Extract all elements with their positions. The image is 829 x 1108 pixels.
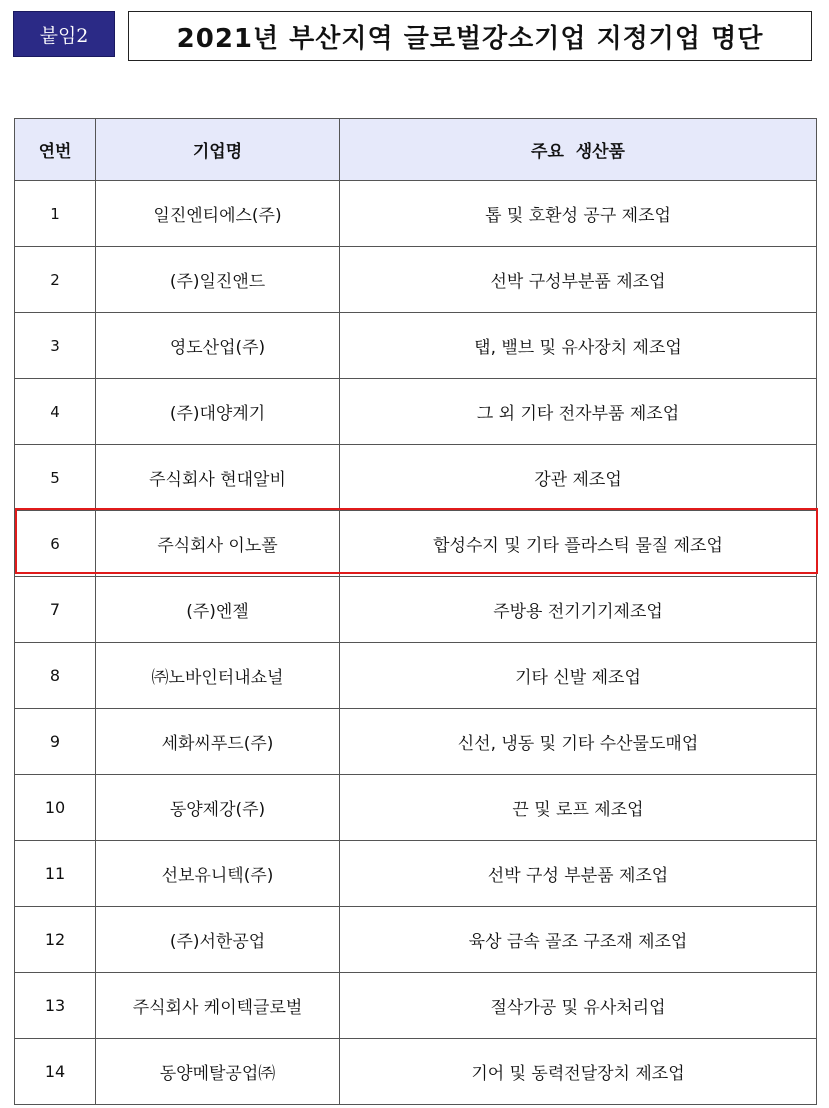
main-product: 톱 및 호환성 공구 제조업 xyxy=(340,181,817,247)
main-product: 육상 금속 골조 구조재 제조업 xyxy=(340,907,817,973)
main-product: 끈 및 로프 제조업 xyxy=(340,775,817,841)
company-name: (주)엔젤 xyxy=(96,577,340,643)
column-header-company: 기업명 xyxy=(96,119,340,181)
main-product: 강관 제조업 xyxy=(340,445,817,511)
row-number: 2 xyxy=(15,247,96,313)
table-row xyxy=(15,181,817,247)
main-product: 합성수지 및 기타 플라스틱 물질 제조업 xyxy=(340,511,817,577)
company-name: 주식회사 이노폴 xyxy=(96,511,340,577)
table-row xyxy=(15,907,817,973)
row-number: 10 xyxy=(15,775,96,841)
company-name: 동양제강(주) xyxy=(96,775,340,841)
table-header-row xyxy=(15,119,817,181)
column-header-product: 주요 생산품 xyxy=(340,119,817,181)
table-row xyxy=(15,379,817,445)
attachment-badge: 붙임2 xyxy=(13,11,115,57)
table-row xyxy=(15,313,817,379)
company-name: (주)서한공업 xyxy=(96,907,340,973)
main-product: 기타 신발 제조업 xyxy=(340,643,817,709)
row-number: 3 xyxy=(15,313,96,379)
company-name: 선보유니텍(주) xyxy=(96,841,340,907)
table-row xyxy=(15,643,817,709)
company-name: (주)일진앤드 xyxy=(96,247,340,313)
row-number: 11 xyxy=(15,841,96,907)
row-number: 6 xyxy=(15,511,96,577)
table-row xyxy=(15,709,817,775)
company-name: 동양메탈공업㈜ xyxy=(96,1039,340,1105)
company-name: 주식회사 케이텍글로벌 xyxy=(96,973,340,1039)
table-row xyxy=(15,577,817,643)
company-name: 영도산업(주) xyxy=(96,313,340,379)
company-name: 세화씨푸드(주) xyxy=(96,709,340,775)
row-number: 1 xyxy=(15,181,96,247)
row-number: 5 xyxy=(15,445,96,511)
table-row xyxy=(15,1039,817,1105)
company-table xyxy=(14,118,817,1105)
table-row xyxy=(15,511,817,577)
column-header-number: 연번 xyxy=(15,119,96,181)
main-product: 그 외 기타 전자부품 제조업 xyxy=(340,379,817,445)
company-name: 일진엔티에스(주) xyxy=(96,181,340,247)
company-name: 주식회사 현대알비 xyxy=(96,445,340,511)
table-row xyxy=(15,973,817,1039)
table-row xyxy=(15,841,817,907)
table-row xyxy=(15,775,817,841)
company-name: ㈜노바인터내쇼널 xyxy=(96,643,340,709)
table-row xyxy=(15,445,817,511)
main-product: 선박 구성 부분품 제조업 xyxy=(340,841,817,907)
company-name: (주)대양계기 xyxy=(96,379,340,445)
main-product: 기어 및 동력전달장치 제조업 xyxy=(340,1039,817,1105)
row-number: 4 xyxy=(15,379,96,445)
main-product: 절삭가공 및 유사처리업 xyxy=(340,973,817,1039)
row-number: 13 xyxy=(15,973,96,1039)
row-number: 14 xyxy=(15,1039,96,1105)
row-number: 9 xyxy=(15,709,96,775)
main-product: 주방용 전기기기제조업 xyxy=(340,577,817,643)
main-product: 신선, 냉동 및 기타 수산물도매업 xyxy=(340,709,817,775)
document-title: 2021년 부산지역 글로벌강소기업 지정기업 명단 xyxy=(128,11,812,61)
row-number: 12 xyxy=(15,907,96,973)
table-row xyxy=(15,247,817,313)
row-number: 7 xyxy=(15,577,96,643)
row-number: 8 xyxy=(15,643,96,709)
main-product: 선박 구성부분품 제조업 xyxy=(340,247,817,313)
main-product: 탭, 밸브 및 유사장치 제조업 xyxy=(340,313,817,379)
